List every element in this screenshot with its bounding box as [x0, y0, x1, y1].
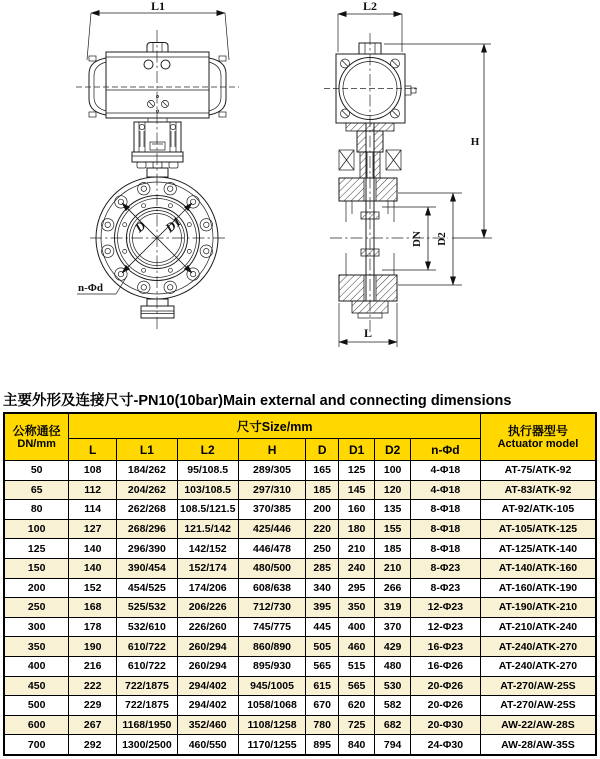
label-l1: L1 — [150, 0, 166, 13]
table-row — [4, 558, 596, 578]
table-cell: 8-Φ18 — [410, 519, 480, 539]
table-cell: 250 — [4, 598, 69, 618]
label-n-phi-d: n-Φd — [78, 282, 104, 294]
table-cell: 65 — [4, 480, 69, 500]
bracket-front — [132, 118, 183, 177]
table-cell: 8-Φ23 — [410, 578, 480, 598]
table-cell: 400 — [4, 656, 69, 676]
table-cell: 108.5/121.5 — [177, 500, 238, 520]
table-row — [4, 696, 596, 716]
table-cell: 206/226 — [177, 598, 238, 618]
table-cell: 340 — [306, 578, 338, 598]
table-cell: 135 — [375, 500, 410, 520]
table-cell: AT-83/ATK-92 — [480, 480, 596, 500]
header-col-l2: L2 — [177, 439, 238, 461]
table-cell: 267 — [69, 715, 117, 735]
table-cell: AT-125/ATK-140 — [480, 539, 596, 559]
label-d1: D1 — [162, 213, 185, 236]
table-cell: 370/385 — [238, 500, 306, 520]
table-cell: 222 — [69, 676, 117, 696]
table-cell: 1108/1258 — [238, 715, 306, 735]
header-col-d1: D1 — [338, 439, 374, 461]
table-cell: 1168/1950 — [116, 715, 177, 735]
table-cell: 1300/2500 — [116, 735, 177, 755]
header-dn-zh: 公称通径 — [12, 423, 61, 438]
table-cell: 895 — [306, 735, 338, 755]
table-cell: AT-210/ATK-240 — [480, 617, 596, 637]
header-size-group: 尺寸Size/mm — [69, 413, 481, 439]
table-cell: 1170/1255 — [238, 735, 306, 755]
table-cell: 100 — [4, 519, 69, 539]
table-cell: 294/402 — [177, 696, 238, 716]
table-cell: 24-Φ30 — [410, 735, 480, 755]
dimension-h — [384, 44, 492, 238]
table-cell: 582 — [375, 696, 410, 716]
table-cell: 178 — [69, 617, 117, 637]
table-cell: 80 — [4, 500, 69, 520]
table-cell: 620 — [338, 696, 374, 716]
table-cell: 780 — [306, 715, 338, 735]
table-cell: AT-75/ATK-92 — [480, 461, 596, 481]
table-cell: 532/610 — [116, 617, 177, 637]
table-cell: 108 — [69, 461, 117, 481]
table-cell: 285 — [306, 558, 338, 578]
table-cell: 184/262 — [116, 461, 177, 481]
table-cell: 895/930 — [238, 656, 306, 676]
valve-section — [330, 33, 448, 334]
label-l2: L2 — [362, 0, 378, 13]
table-cell: 12-Φ23 — [410, 598, 480, 618]
table-cell: 112 — [69, 480, 117, 500]
side-view — [324, 0, 492, 347]
table-cell: 390/454 — [116, 558, 177, 578]
header-actuator — [480, 413, 596, 461]
table-cell: AT-240/ATK-270 — [480, 637, 596, 657]
table-cell: 400 — [338, 617, 374, 637]
table-cell: 722/1875 — [116, 676, 177, 696]
table-row — [4, 519, 596, 539]
table-cell: 425/446 — [238, 519, 306, 539]
table-body — [4, 461, 596, 755]
table-cell: 296/390 — [116, 539, 177, 559]
table-cell: 103/108.5 — [177, 480, 238, 500]
bottom-trunnion-front — [141, 299, 174, 318]
table-cell: 174/206 — [177, 578, 238, 598]
actuator-front — [76, 43, 239, 119]
table-cell: 446/478 — [238, 539, 306, 559]
table-cell: 8-Φ23 — [410, 558, 480, 578]
table-cell: 480 — [375, 656, 410, 676]
header-col-l: L — [69, 439, 117, 461]
label-l: L — [363, 326, 373, 340]
table-cell: 20-Φ26 — [410, 696, 480, 716]
table-cell: AT-105/ATK-125 — [480, 519, 596, 539]
table-cell: 185 — [375, 539, 410, 559]
header-col-l1: L1 — [116, 439, 177, 461]
table-cell: 860/890 — [238, 637, 306, 657]
table-cell: 204/262 — [116, 480, 177, 500]
table-row — [4, 539, 596, 559]
table-row — [4, 617, 596, 637]
table-cell: 370 — [375, 617, 410, 637]
table-cell: AT-270/AW-25S — [480, 696, 596, 716]
table-cell: 142/152 — [177, 539, 238, 559]
table-cell: 250 — [306, 539, 338, 559]
table-row — [4, 715, 596, 735]
header-col-d: D — [306, 439, 338, 461]
table-cell: 505 — [306, 637, 338, 657]
table-cell: 260/294 — [177, 656, 238, 676]
table-cell: 180 — [338, 519, 374, 539]
table-cell: 8-Φ18 — [410, 500, 480, 520]
table-cell: 8-Φ18 — [410, 539, 480, 559]
table-cell: 945/1005 — [238, 676, 306, 696]
table-cell: 125 — [338, 461, 374, 481]
table-cell: 216 — [69, 656, 117, 676]
table-cell: 4-Φ18 — [410, 480, 480, 500]
table-cell: 16-Φ26 — [410, 656, 480, 676]
valve-flange-front — [90, 30, 226, 332]
dimension-l1 — [87, 0, 229, 60]
table-row — [4, 637, 596, 657]
table-cell: 155 — [375, 519, 410, 539]
table-row — [4, 500, 596, 520]
table-row — [4, 461, 596, 481]
table-cell: AT-190/ATK-210 — [480, 598, 596, 618]
table-cell: 294/402 — [177, 676, 238, 696]
table-cell: 725 — [338, 715, 374, 735]
table-row — [4, 656, 596, 676]
table-cell: 530 — [375, 676, 410, 696]
table-cell: 352/460 — [177, 715, 238, 735]
header-col-h: H — [238, 439, 306, 461]
table-cell: 210 — [375, 558, 410, 578]
table-cell: 565 — [306, 656, 338, 676]
table-cell: 190 — [69, 637, 117, 657]
table-cell: 712/730 — [238, 598, 306, 618]
table-cell: 152/174 — [177, 558, 238, 578]
table-cell: 16-Φ23 — [410, 637, 480, 657]
table-cell: 722/1875 — [116, 696, 177, 716]
table-cell: 140 — [69, 558, 117, 578]
table-cell: 185 — [306, 480, 338, 500]
table-cell: 608/638 — [238, 578, 306, 598]
table-cell: AT-140/ATK-160 — [480, 558, 596, 578]
table-cell: 610/722 — [116, 656, 177, 676]
table-cell: 4-Φ18 — [410, 461, 480, 481]
table-cell: AW-22/AW-28S — [480, 715, 596, 735]
table-cell: 610/722 — [116, 637, 177, 657]
table-cell: 615 — [306, 676, 338, 696]
table-cell: 226/260 — [177, 617, 238, 637]
table-cell: 745/775 — [238, 617, 306, 637]
table-cell: 168 — [69, 598, 117, 618]
table-cell: 794 — [375, 735, 410, 755]
header-dn — [4, 413, 69, 461]
table-cell: 600 — [4, 715, 69, 735]
table-cell: 20-Φ26 — [410, 676, 480, 696]
table-cell: 525/532 — [116, 598, 177, 618]
table-cell: 297/310 — [238, 480, 306, 500]
table-cell: 1058/1068 — [238, 696, 306, 716]
header-col-d2: D2 — [375, 439, 410, 461]
table-cell: 480/500 — [238, 558, 306, 578]
table-cell: 319 — [375, 598, 410, 618]
table-cell: 114 — [69, 500, 117, 520]
header-actuator-zh: 执行器型号 — [507, 423, 568, 438]
table-cell: 262/268 — [116, 500, 177, 520]
actuator-side — [324, 43, 417, 123]
table-cell: 220 — [306, 519, 338, 539]
table-cell: 515 — [338, 656, 374, 676]
table-cell: 145 — [338, 480, 374, 500]
table-cell: 200 — [4, 578, 69, 598]
header-dn-en: DN/mm — [17, 437, 56, 450]
table-cell: 289/305 — [238, 461, 306, 481]
table-cell: AW-28/AW-35S — [480, 735, 596, 755]
table-cell: 500 — [4, 696, 69, 716]
table-cell: 266 — [375, 578, 410, 598]
table-row — [4, 735, 596, 755]
dimensions-table — [3, 412, 597, 756]
table-cell: 120 — [375, 480, 410, 500]
table-row — [4, 578, 596, 598]
table-cell: 350 — [4, 637, 69, 657]
table-cell: 670 — [306, 696, 338, 716]
table-cell: 152 — [69, 578, 117, 598]
table-cell: 460/550 — [177, 735, 238, 755]
table-cell: AT-160/ATK-190 — [480, 578, 596, 598]
table-cell: 840 — [338, 735, 374, 755]
table-cell: 350 — [338, 598, 374, 618]
table-cell: AT-240/ATK-270 — [480, 656, 596, 676]
table-cell: 125 — [4, 539, 69, 559]
table-cell: 140 — [69, 539, 117, 559]
callout-n-phi-d — [77, 276, 127, 294]
table-cell: 150 — [4, 558, 69, 578]
table-cell: 295 — [338, 578, 374, 598]
table-row — [4, 598, 596, 618]
table-cell: 127 — [69, 519, 117, 539]
table-cell: 565 — [338, 676, 374, 696]
table-cell: 300 — [4, 617, 69, 637]
table-cell: 395 — [306, 598, 338, 618]
label-d: D — [131, 217, 149, 236]
table-cell: 95/108.5 — [177, 461, 238, 481]
table-cell: 229 — [69, 696, 117, 716]
table-cell: 240 — [338, 558, 374, 578]
table-cell: 460 — [338, 637, 374, 657]
table-cell: 50 — [4, 461, 69, 481]
table-cell: 210 — [338, 539, 374, 559]
table-cell: 165 — [306, 461, 338, 481]
table-row — [4, 676, 596, 696]
table-cell: 268/296 — [116, 519, 177, 539]
table-cell: AT-270/AW-25S — [480, 676, 596, 696]
label-h: H — [470, 136, 480, 148]
table-cell: 160 — [338, 500, 374, 520]
table-cell: AT-92/ATK-105 — [480, 500, 596, 520]
table-cell: 429 — [375, 637, 410, 657]
header-col-n-phi-d: n-Φd — [410, 439, 480, 461]
label-d2: D2 — [436, 232, 448, 246]
dimension-dn — [382, 207, 436, 270]
table-cell: 100 — [375, 461, 410, 481]
table-cell: 20-Φ30 — [410, 715, 480, 735]
table-cell: 121.5/142 — [177, 519, 238, 539]
table-cell: 454/525 — [116, 578, 177, 598]
table-cell: 260/294 — [177, 637, 238, 657]
label-dn: DN — [411, 231, 423, 247]
table-cell: 12-Φ23 — [410, 617, 480, 637]
page-title: 主要外形及连接尺寸-PN10(10bar)Main external and connecting dimensions — [3, 393, 512, 409]
table-cell: 450 — [4, 676, 69, 696]
front-view — [76, 0, 239, 332]
table-cell: 292 — [69, 735, 117, 755]
table-cell: 445 — [306, 617, 338, 637]
header-actuator-en: Actuator model — [497, 437, 579, 450]
table-row — [4, 480, 596, 500]
table-cell: 700 — [4, 735, 69, 755]
table-cell: 200 — [306, 500, 338, 520]
table-cell: 682 — [375, 715, 410, 735]
